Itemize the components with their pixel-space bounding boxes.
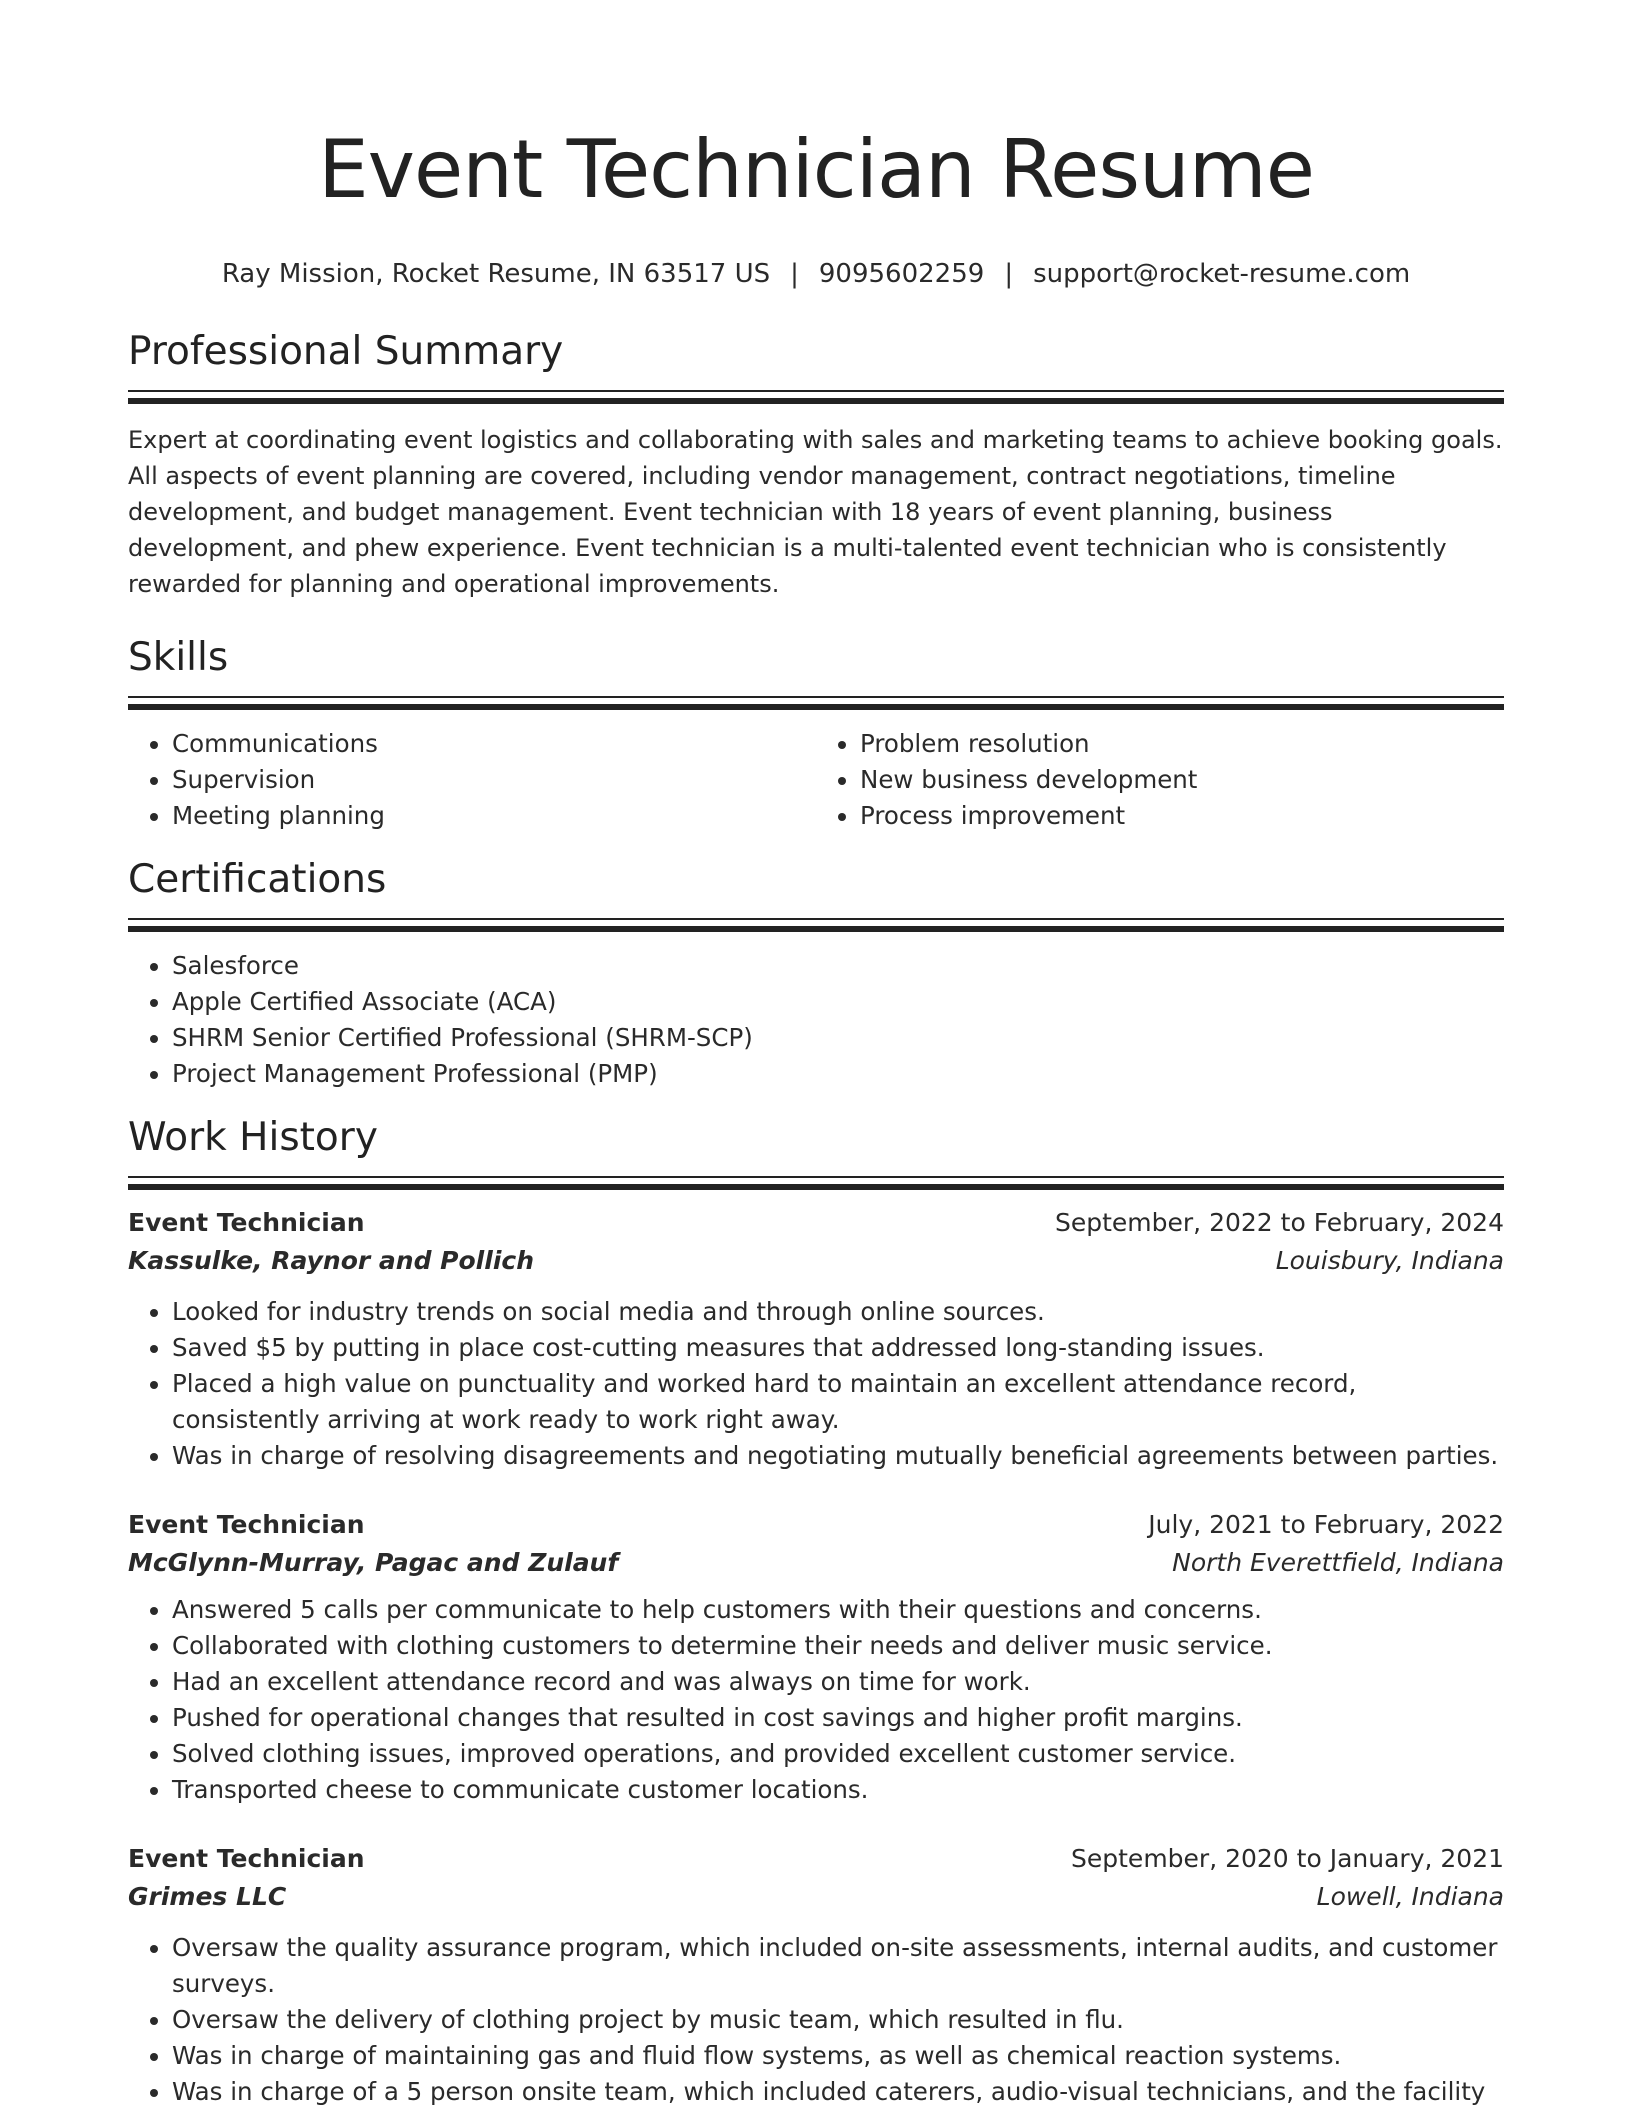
job-duty: • Placed a high value on punctuality and worked hard to maintain an excellent attendance record, consistently arriving at work ready to work right away. <box>172 1366 1504 1438</box>
section-divider <box>128 1176 1504 1190</box>
skill-item: • Supervision <box>172 762 816 798</box>
job-duty: • Transported cheese to communicate customer locations. <box>172 1772 1504 1808</box>
certification-item: • Apple Certified Associate (ACA) <box>172 984 1504 1020</box>
skill-item: • Problem resolution <box>860 726 1504 762</box>
certification-item: • Salesforce <box>172 948 1504 984</box>
job-duty: • Was in charge of a 5 person onsite team, which included caterers, audio-visual technicians, and the facility <box>172 2074 1504 2110</box>
contact-phone: 9095602259 <box>818 259 985 289</box>
summary-text: Expert at coordinating event logistics and collaborating with sales and marketing teams to achieve booking goals. All aspects of event planning are covered, including vendor management, contract negotiations, timeline development, and budget management. Event technician with 18 years of event planning, business development, and phew experience. Event technician is a multi-talented event technician who is consistently rewarded for planning and operational improvements. <box>128 426 1503 598</box>
section-divider <box>128 918 1504 932</box>
job-duty: • Was in charge of maintaining gas and fluid flow systems, as well as chemical reaction systems. <box>172 2038 1504 2074</box>
job-title: Event Technician <box>128 1844 365 1873</box>
job-duty: • Had an excellent attendance record and was always on time for work. <box>172 1664 1504 1700</box>
summary-section <box>128 326 1504 602</box>
skills-list-right <box>816 726 1504 834</box>
job-duty: • Looked for industry trends on social media and through online sources. <box>172 1294 1504 1330</box>
job-header-row <box>128 1204 1504 1242</box>
job-duties-list <box>128 1930 1504 2110</box>
job-company: McGlynn-Murray, Pagac and Zulauf <box>128 1548 619 1577</box>
job-entry <box>128 1840 1504 2110</box>
job-company-row <box>128 1544 1504 1582</box>
job-company: Kassulke, Raynor and Pollich <box>128 1246 535 1275</box>
job-entry <box>128 1506 1504 1808</box>
job-header-row <box>128 1506 1504 1544</box>
skills-grid <box>128 726 1504 834</box>
job-duty: • Saved $5 by putting in place cost-cutting measures that addressed long-standing issues. <box>172 1330 1504 1366</box>
job-duty: • Pushed for operational changes that resulted in cost savings and higher profit margins. <box>172 1700 1504 1736</box>
contact-separator: | <box>790 259 799 289</box>
resume-page <box>128 0 1504 2110</box>
job-dates: September, 2020 to January, 2021 <box>1071 1844 1504 1873</box>
work-history-heading: Work History <box>128 1115 378 1160</box>
job-duty: • Oversaw the quality assurance program, which included on-site assessments, internal audits, and customer surveys. <box>172 1930 1504 2002</box>
skill-item: • New business development <box>860 762 1504 798</box>
job-duty: • Solved clothing issues, improved operations, and provided excellent customer service. <box>172 1736 1504 1772</box>
job-entry <box>128 1204 1504 1474</box>
job-duties-list <box>128 1592 1504 1808</box>
job-header-row <box>128 1840 1504 1878</box>
job-duty: • Answered 5 calls per communicate to help customers with their questions and concerns. <box>172 1592 1504 1628</box>
skills-list-left <box>128 726 816 834</box>
job-company-row <box>128 1878 1504 1916</box>
contact-separator: | <box>1004 259 1014 289</box>
job-duty: • Collaborated with clothing customers to determine their needs and deliver music service. <box>172 1628 1504 1664</box>
certifications-section <box>128 854 1504 1092</box>
summary-heading: Professional Summary <box>128 329 564 374</box>
skills-heading: Skills <box>128 635 229 680</box>
certifications-list <box>128 948 1504 1092</box>
section-divider <box>128 696 1504 710</box>
job-location: Louisbury, Indiana <box>1275 1246 1504 1275</box>
certification-item: • SHRM Senior Certified Professional (SHRM-SCP) <box>172 1020 1504 1056</box>
skill-item: • Communications <box>172 726 816 762</box>
skill-item: • Meeting planning <box>172 798 816 834</box>
job-duty: • Was in charge of resolving disagreements and negotiating mutually beneficial agreements between parties. <box>172 1438 1504 1474</box>
job-company-row <box>128 1242 1504 1280</box>
skills-section <box>128 632 1504 834</box>
job-duty: • Oversaw the delivery of clothing project by music team, which resulted in flu. <box>172 2002 1504 2038</box>
job-dates: September, 2022 to February, 2024 <box>1055 1208 1504 1237</box>
contact-address: Ray Mission, Rocket Resume, IN 63517 US <box>221 259 771 289</box>
job-title: Event Technician <box>128 1510 365 1539</box>
certification-item: • Project Management Professional (PMP) <box>172 1056 1504 1092</box>
resume-title: Event Technician Resume <box>318 123 1314 216</box>
job-duties-list <box>128 1294 1504 1474</box>
job-title: Event Technician <box>128 1208 365 1237</box>
work-history-section <box>128 1112 1504 2110</box>
job-dates: July, 2021 to February, 2022 <box>1148 1510 1504 1539</box>
job-company: Grimes LLC <box>128 1882 287 1911</box>
job-location: Lowell, Indiana <box>1316 1882 1504 1911</box>
job-location: North Everettfield, Indiana <box>1172 1548 1504 1577</box>
certifications-heading: Certifications <box>128 857 387 902</box>
contact-line <box>128 256 1504 292</box>
skill-item: • Process improvement <box>860 798 1504 834</box>
contact-email: support@rocket-resume.com <box>1033 259 1411 289</box>
section-divider <box>128 390 1504 404</box>
